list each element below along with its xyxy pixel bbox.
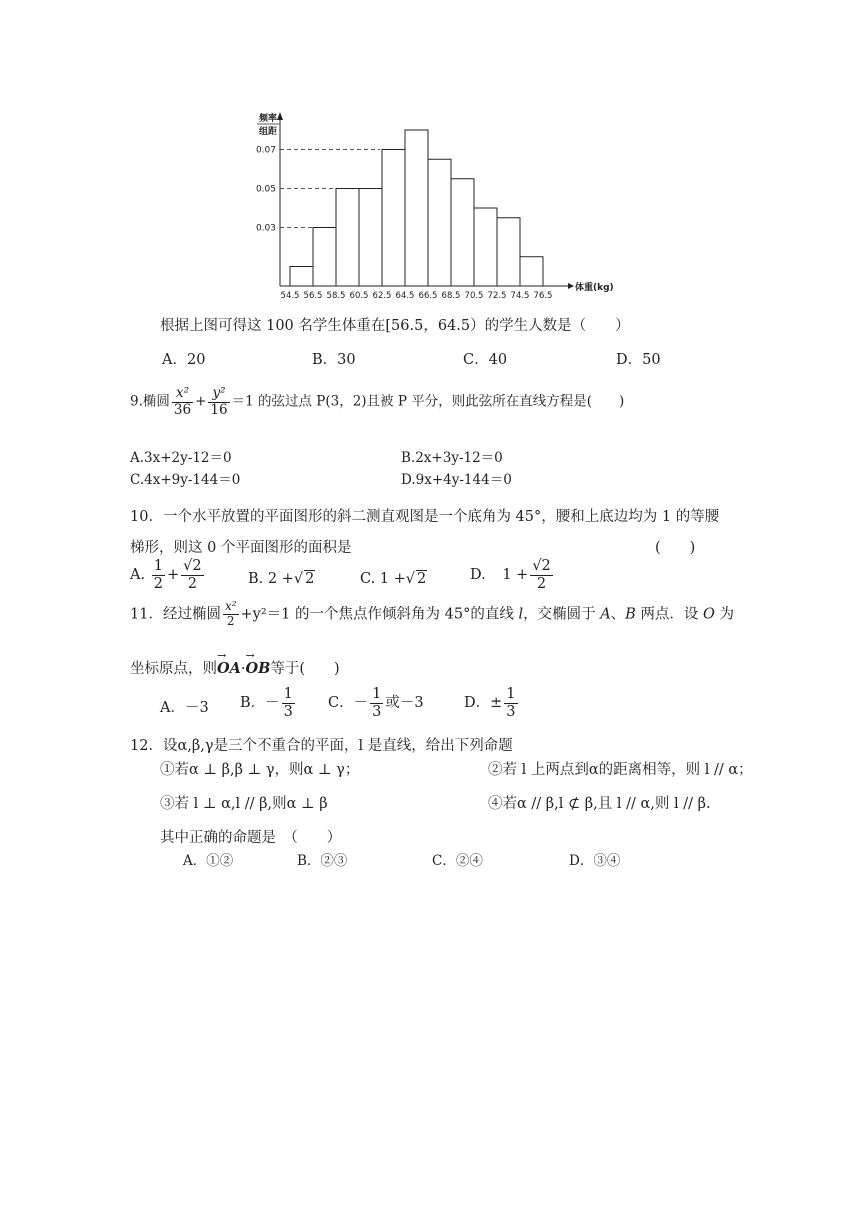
x-tick-label: 54.5 (280, 291, 300, 301)
x-tick-label: 72.5 (487, 291, 507, 301)
x-tick-label: 74.5 (510, 291, 530, 301)
histogram-chart (240, 100, 620, 305)
q11-d-den: 3 (506, 703, 516, 720)
q12-option-b: B．②③ (297, 853, 348, 869)
q10-a-den1: 2 (153, 575, 163, 592)
q11-vector-ob: → OB (246, 660, 271, 677)
q11-c-post: 或－3 (385, 695, 424, 712)
q11-line2-pre: 坐标原点，则 (130, 661, 217, 677)
q11-post1: +y²＝1 的一个焦点作倾斜角为 45°的直线 (240, 606, 514, 623)
q11-line1 (130, 600, 734, 629)
q10-d-num: √2 (532, 558, 551, 574)
q11-vector-oa: → OA (217, 660, 241, 677)
q11-b-num: 1 (283, 686, 293, 702)
x-axis-arrow (568, 283, 574, 289)
q11-post4: 为 (719, 606, 735, 623)
histogram-bar (474, 208, 497, 286)
q10-option-b (248, 570, 315, 587)
q10-option-a (130, 558, 206, 592)
q9-num-y: y² (212, 385, 226, 401)
x-tick-label: 66.5 (418, 291, 438, 301)
q11-num: x² (224, 599, 237, 613)
histogram-bar (428, 159, 451, 286)
q10-b-radicand: 2 (305, 571, 315, 587)
q12-question: 其中正确的命题是 （ ） (160, 830, 342, 846)
q12-option-a: A．①② (183, 853, 234, 869)
q9-stem (130, 386, 624, 418)
q9-option-d: D.9x+4y-144＝0 (401, 472, 512, 488)
q10-line1: 10．一个水平放置的平面图形的斜二测直观图是一个底角为 45°，腰和上底边均为 1 的等腰 (130, 509, 720, 525)
y-label-numerator: 频率 (258, 114, 278, 124)
y-label-denominator: 组距 (258, 127, 278, 137)
y-tick-label: 0.05 (255, 184, 276, 195)
x-tick-label: 70.5 (464, 291, 484, 301)
q9-option-b: B.2x+3y-12＝0 (401, 450, 503, 466)
q9-den-y: 16 (210, 401, 228, 418)
histogram-bar (359, 189, 382, 287)
q9-den-x: 36 (173, 401, 192, 418)
q11-frac (223, 600, 239, 629)
x-tick-label: 64.5 (395, 291, 415, 301)
q10-c-label: C. (360, 571, 376, 587)
x-tick-label: 68.5 (441, 291, 461, 301)
q10-a-plus: + (166, 567, 180, 584)
q12-option-c: C．②④ (432, 853, 483, 869)
q12-proposition-3: ③若 l ⊥ α,l // β,则α ⊥ β (160, 796, 328, 812)
q10-c-sqrt: √ 2 (405, 571, 427, 587)
histogram-bar (520, 257, 543, 286)
histogram-bar (497, 218, 520, 286)
q10-paren: ( ) (655, 540, 696, 556)
histogram-bar (313, 228, 336, 287)
q10-a-label: A. (130, 567, 146, 584)
q11-c-den: 3 (372, 703, 382, 720)
q12-stem: 12．设α,β,γ是三个不重合的平面，l 是直线，给出下列命题 (130, 738, 513, 754)
y-tick-label: 0.03 (255, 223, 276, 234)
x-axis-label: 体重(kg) (575, 283, 614, 293)
q12-proposition-1: ①若α ⊥ β,β ⊥ γ，则α ⊥ γ； (160, 762, 360, 778)
q8-option-d: D．50 (616, 352, 661, 368)
q9-num-x: x² (175, 385, 189, 401)
histogram-bar (451, 179, 474, 286)
histogram-bar (382, 150, 405, 287)
q8-text: 根据上图可得这 100 名学生体重在[56.5，64.5）的学生人数是（ ） (160, 318, 630, 334)
q10-b-sqrt: √ 2 (293, 571, 315, 587)
x-tick-label: 62.5 (372, 291, 392, 301)
q11-pre: 11．经过椭圆 (130, 606, 221, 623)
q8-option-b: B．30 (312, 352, 356, 368)
x-tick-label: 60.5 (349, 291, 369, 301)
q10-d-frac (530, 558, 552, 592)
histogram-bar (290, 267, 313, 287)
q11-c-num: 1 (372, 686, 382, 702)
q10-a-frac1 (152, 558, 165, 592)
q10-d-label: D. (470, 567, 486, 584)
q10-d-den: 2 (536, 575, 547, 592)
q9-option-c: C.4x+9y-144＝0 (130, 472, 241, 488)
q11-dot: · (240, 661, 246, 677)
histogram-bar (405, 130, 428, 286)
q11-b-den: 3 (283, 703, 293, 720)
q11-d-num: 1 (506, 686, 516, 702)
q9-frac-y (208, 386, 229, 418)
x-tick-label: 56.5 (303, 291, 323, 301)
q10-a-den2: 2 (187, 575, 197, 592)
q11-post3: 两点．设 (640, 606, 699, 623)
x-tick-label: 58.5 (326, 291, 346, 301)
q8-option-a: A．20 (162, 352, 206, 368)
y-tick-label: 0.07 (255, 145, 276, 156)
q9-option-a: A.3x+2y-12＝0 (130, 450, 232, 466)
q11-c-frac (370, 686, 383, 720)
q10-d-pre: 1 + (502, 567, 529, 584)
q11-sep: 、 (610, 606, 626, 623)
q11-point-b: B (625, 606, 636, 623)
q11-point-o: O (703, 606, 715, 623)
q11-c-label: C．－ (328, 695, 369, 712)
x-tick-label: 76.5 (533, 291, 553, 301)
q12-proposition-2: ②若 l 上两点到α的距离相等，则 l // α； (488, 762, 753, 778)
q11-line2-post: 等于( ) (270, 661, 340, 677)
q11-post2: ，交椭圆于 (523, 606, 596, 623)
y-axis-arrow (277, 112, 283, 120)
q8-option-c: C．40 (463, 352, 508, 368)
q11-option-c (328, 686, 424, 720)
q10-b-label: B. (248, 571, 264, 587)
q11-line-l: l (518, 606, 524, 623)
histogram-bar (336, 189, 359, 287)
q11-line2 (130, 657, 340, 678)
q11-option-b (240, 686, 297, 720)
q12-proposition-4: ④若α // β,l ⊄ β,且 l // α,则 l // β. (488, 796, 711, 812)
q10-a-frac2 (181, 558, 203, 592)
q11-point-a: A (600, 606, 611, 623)
q10-b-pre: 2 + (267, 571, 294, 587)
q10-line2: 梯形，则这 0 个平面图形的面积是 (130, 540, 352, 556)
q10-option-d (470, 558, 555, 592)
q11-b-frac (282, 686, 295, 720)
q10-option-c (360, 570, 427, 587)
q11-option-d (464, 686, 520, 720)
q9-frac-x (172, 386, 193, 418)
q11-option-a: A．－3 (160, 700, 209, 716)
q9-plus: + (195, 393, 207, 410)
q12-option-d: D．③④ (569, 853, 621, 869)
q11-b-label: B．－ (240, 695, 280, 712)
q11-d-frac (504, 686, 517, 720)
q10-c-radicand: 2 (417, 571, 427, 587)
q10-a-num2: √2 (183, 558, 202, 574)
q9-pre: 9.椭圆 (130, 393, 170, 410)
q9-post: ＝1 的弦过点 P(3，2)且被 P 平分，则此弦所在直线方程是( ) (231, 393, 625, 410)
q11-den: 2 (226, 613, 235, 628)
q11-d-label: D．± (464, 695, 503, 712)
q10-a-num1: 1 (153, 558, 163, 574)
q10-c-pre: 1 + (379, 571, 406, 587)
